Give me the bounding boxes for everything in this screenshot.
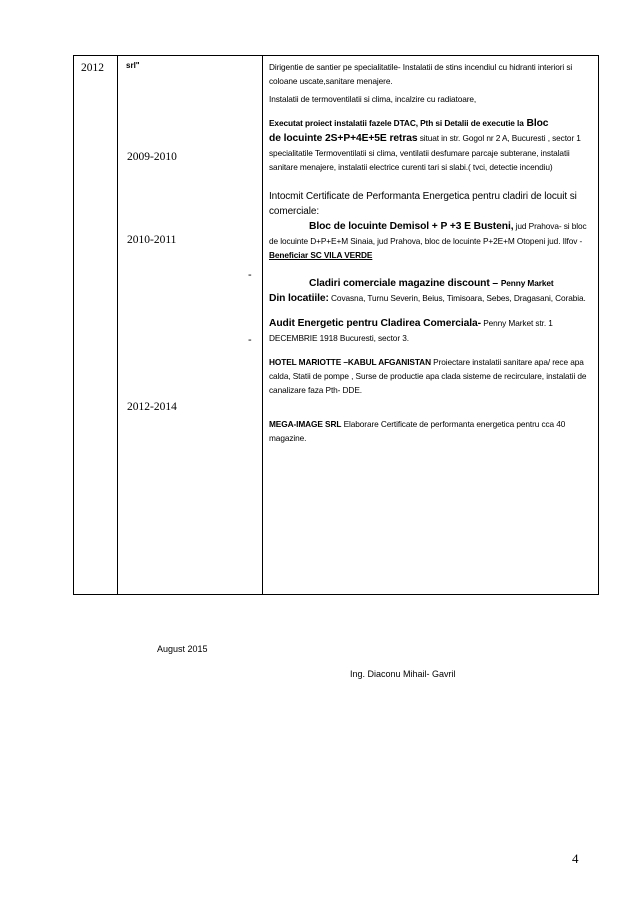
footer-signature: Ing. Diaconu Mihail- Gavril [350, 669, 456, 679]
experience-table [73, 55, 599, 595]
paragraph-hotel [269, 355, 594, 397]
paragraph-diriginte [269, 60, 594, 88]
column-divider-2 [262, 56, 263, 594]
period-2010-2011: 2010-2011 [127, 234, 177, 246]
text: Proiectare instalatii sanitare apa/ rece apa calda, Statii de pompe , Surse de productie apa clada sisteme de recirculare, instalatii de canalizare faza Pth- DDE. [269, 357, 587, 395]
text-bold: Executat proiect instalatii fazele DTAC, Pth si Detalii de executie la [269, 118, 524, 128]
text: situat in str. Gogol nr 2 A, Bucuresti , sector 1 specialitatile Termoventilatii si clima, ventilatii desfumare parcaje subterane, instalatii sanitare menajere, instalatii electrice curenti tari si slabi.( tvci, detectie incendiu) [269, 133, 581, 172]
text-big: Bloc de locuinte Demisol + P +3 E Busteni, [309, 221, 514, 232]
text-big: de locuinte 2S+P+4E+5E retras [269, 133, 418, 144]
text: Elaborare Certificate de performanta energetica pentru cca 40 magazine. [269, 419, 566, 443]
text-bold: Penny Market [500, 278, 554, 288]
column-divider-1 [117, 56, 118, 594]
period-2012-2014: 2012-2014 [127, 401, 177, 413]
text-big: Din locatiile: [269, 293, 329, 304]
company-cell: srl" [126, 61, 140, 70]
paragraph-audit [269, 316, 594, 345]
description-cell [269, 60, 594, 445]
period-2009-2010: 2009-2010 [127, 151, 177, 163]
text: Instalatii de termoventilatii si clima, incalzire cu radiatoare, [269, 94, 477, 104]
paragraph-certificate [269, 189, 594, 219]
text-bold: MEGA-IMAGE SRL [269, 419, 342, 429]
text: Dirigentie de santier pe specialitatile- Instalatii de stins incendiul cu hidranti interiori si coloane uscate,sanitare menajere. [269, 62, 573, 86]
text-big: Bloc [523, 118, 549, 129]
paragraph-mega-image [269, 417, 594, 445]
text: jud Prahova- si bloc de locuinte D+P+E+M Sinaia, jud Prahova, bloc de locuinte P+2E+M Otopeni jud. Ilfov - [269, 221, 587, 246]
paragraph-termoventilatii [269, 92, 594, 106]
text-big: Cladiri comerciale magazine discount – [309, 278, 501, 289]
year-cell: 2012 [81, 62, 104, 74]
bullet-dash: - [248, 334, 252, 346]
text-bold: HOTEL MARIOTTE –KABUL AFGANISTAN [269, 357, 431, 367]
text: Penny Market str. 1 DECEMBRIE 1918 Bucuresti, sector 3. [269, 318, 553, 343]
paragraph-busteni [269, 219, 594, 262]
text-beneficiar: Beneficiar SC VILA VERDE [269, 250, 373, 260]
footer-date: August 2015 [157, 644, 208, 654]
page-number: 4 [572, 851, 579, 866]
paragraph-penny [269, 276, 594, 306]
bullet-dash: - [248, 269, 252, 281]
paragraph-proiect-bloc [269, 116, 594, 174]
text: Covasna, Turnu Severin, Beius, Timisoara, Sebes, Dragasani, Corabia. [328, 293, 586, 303]
text: Intocmit Certificate de Performanta Energetica pentru cladiri de locuit si comerciale: [269, 191, 577, 217]
text-big: Audit Energetic pentru Cladirea Comerciala- [269, 318, 481, 329]
